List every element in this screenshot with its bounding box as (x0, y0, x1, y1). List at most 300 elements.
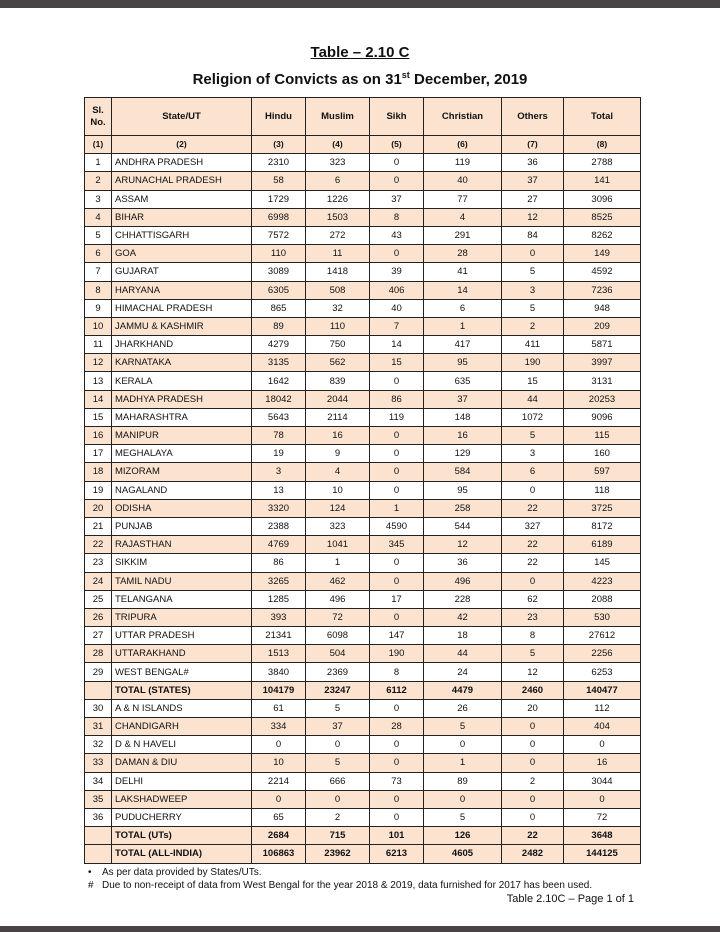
value-cell: 40 (424, 172, 502, 190)
value-cell: 43 (370, 226, 424, 244)
value-cell: 0 (306, 790, 370, 808)
value-cell: 3320 (252, 499, 306, 517)
table-title: Table – 2.10 C (310, 44, 410, 61)
value-cell: 3131 (564, 372, 641, 390)
sl-no-cell: 28 (85, 645, 112, 663)
value-cell: 5 (424, 718, 502, 736)
value-cell: 110 (252, 245, 306, 263)
total-value: 715 (306, 827, 370, 845)
value-cell: 5 (502, 645, 564, 663)
state-name-cell: SIKKIM (112, 554, 252, 572)
value-cell: 32 (306, 299, 370, 317)
state-name-cell: MADHYA PRADESH (112, 390, 252, 408)
value-cell: 44 (502, 390, 564, 408)
sl-no-cell: 11 (85, 336, 112, 354)
value-cell: 41 (424, 263, 502, 281)
col-number: (6) (424, 136, 502, 154)
value-cell: 89 (424, 772, 502, 790)
table-row (85, 154, 641, 172)
value-cell: 8 (370, 208, 424, 226)
sl-no-cell: 22 (85, 536, 112, 554)
value-cell: 6253 (564, 663, 641, 681)
table-row (85, 463, 641, 481)
state-name-cell: MAHARASHTRA (112, 408, 252, 426)
value-cell: 334 (252, 718, 306, 736)
value-cell: 129 (424, 445, 502, 463)
sl-no-cell: 13 (85, 372, 112, 390)
state-name-cell: HIMACHAL PRADESH (112, 299, 252, 317)
value-cell: 508 (306, 281, 370, 299)
value-cell: 5 (502, 427, 564, 445)
value-cell: 406 (370, 281, 424, 299)
total-label: TOTAL (STATES) (112, 681, 252, 699)
table-row (85, 754, 641, 772)
table-row (85, 499, 641, 517)
table-row (85, 699, 641, 717)
state-name-cell: ASSAM (112, 190, 252, 208)
value-cell: 3265 (252, 572, 306, 590)
table-row (85, 481, 641, 499)
sl-no-cell: 17 (85, 445, 112, 463)
value-cell: 4 (424, 208, 502, 226)
state-name-cell: ANDHRA PRADESH (112, 154, 252, 172)
total-value: 4605 (424, 845, 502, 863)
total-value: 2460 (502, 681, 564, 699)
value-cell: 1513 (252, 645, 306, 663)
table-row (85, 718, 641, 736)
value-cell: 1 (424, 317, 502, 335)
value-cell: 118 (564, 481, 641, 499)
value-cell: 112 (564, 699, 641, 717)
value-cell: 72 (306, 608, 370, 626)
value-cell: 72 (564, 808, 641, 826)
value-cell: 16 (424, 427, 502, 445)
table-row (85, 190, 641, 208)
table-row (85, 663, 641, 681)
state-name-cell: D & N HAVELI (112, 736, 252, 754)
value-cell: 0 (370, 445, 424, 463)
value-cell: 2044 (306, 390, 370, 408)
value-cell: 865 (252, 299, 306, 317)
value-cell: 0 (370, 736, 424, 754)
value-cell: 0 (564, 736, 641, 754)
value-cell: 0 (370, 427, 424, 445)
value-cell: 20253 (564, 390, 641, 408)
total-value: 2482 (502, 845, 564, 863)
value-cell: 1285 (252, 590, 306, 608)
state-name-cell: GOA (112, 245, 252, 263)
value-cell: 6998 (252, 208, 306, 226)
value-cell: 21341 (252, 627, 306, 645)
value-cell: 8525 (564, 208, 641, 226)
value-cell: 0 (252, 790, 306, 808)
value-cell: 190 (370, 645, 424, 663)
value-cell: 28 (370, 718, 424, 736)
table-row (85, 281, 641, 299)
value-cell: 1503 (306, 208, 370, 226)
value-cell: 86 (252, 554, 306, 572)
value-cell: 0 (424, 790, 502, 808)
value-cell: 5 (306, 754, 370, 772)
value-cell: 462 (306, 572, 370, 590)
value-cell: 5643 (252, 408, 306, 426)
total-uts-row (85, 827, 641, 845)
sl-no-cell: 27 (85, 627, 112, 645)
value-cell: 0 (502, 808, 564, 826)
value-cell: 3 (252, 463, 306, 481)
value-cell: 3089 (252, 263, 306, 281)
value-cell: 2 (306, 808, 370, 826)
value-cell: 0 (370, 481, 424, 499)
state-name-cell: JAMMU & KASHMIR (112, 317, 252, 335)
sl-no-cell: 7 (85, 263, 112, 281)
state-name-cell: PUNJAB (112, 517, 252, 535)
table-row (85, 772, 641, 790)
value-cell: 16 (306, 427, 370, 445)
col-number: (4) (306, 136, 370, 154)
table-row (85, 263, 641, 281)
table-row (85, 572, 641, 590)
total-value: 23962 (306, 845, 370, 863)
value-cell: 2 (502, 317, 564, 335)
value-cell: 16 (564, 754, 641, 772)
value-cell: 11 (306, 245, 370, 263)
value-cell: 12 (424, 536, 502, 554)
value-cell: 3 (502, 281, 564, 299)
total-value: 4479 (424, 681, 502, 699)
value-cell: 0 (370, 790, 424, 808)
value-cell: 666 (306, 772, 370, 790)
value-cell: 0 (370, 245, 424, 263)
value-cell: 86 (370, 390, 424, 408)
sl-no-cell: 23 (85, 554, 112, 572)
value-cell: 9096 (564, 408, 641, 426)
table-row (85, 245, 641, 263)
value-cell: 84 (502, 226, 564, 244)
value-cell: 5 (424, 808, 502, 826)
value-cell: 5871 (564, 336, 641, 354)
table-row (85, 408, 641, 426)
value-cell: 95 (424, 481, 502, 499)
value-cell: 22 (502, 536, 564, 554)
state-name-cell: WEST BENGAL# (112, 663, 252, 681)
value-cell: 78 (252, 427, 306, 445)
value-cell: 18042 (252, 390, 306, 408)
state-name-cell: MANIPUR (112, 427, 252, 445)
value-cell: 9 (306, 445, 370, 463)
total-value: 6112 (370, 681, 424, 699)
value-cell: 2 (502, 772, 564, 790)
value-cell: 1041 (306, 536, 370, 554)
value-cell: 62 (502, 590, 564, 608)
value-cell: 22 (502, 499, 564, 517)
state-name-cell: KERALA (112, 372, 252, 390)
total-label: TOTAL (ALL-INDIA) (112, 845, 252, 863)
col-header-sl-no: Sl. No. (85, 98, 112, 136)
sl-no-cell: 9 (85, 299, 112, 317)
table-row (85, 172, 641, 190)
value-cell: 0 (424, 736, 502, 754)
value-cell: 8 (502, 627, 564, 645)
total-value: 23247 (306, 681, 370, 699)
value-cell: 0 (502, 754, 564, 772)
value-cell: 7572 (252, 226, 306, 244)
value-cell: 19 (252, 445, 306, 463)
value-cell: 0 (502, 736, 564, 754)
sl-no-cell: 21 (85, 517, 112, 535)
value-cell: 0 (370, 699, 424, 717)
table-row (85, 208, 641, 226)
footnote-mark: # (88, 880, 94, 891)
page-reference: Table 2.10C – Page 1 of 1 (506, 893, 634, 905)
total-value: 144125 (564, 845, 641, 863)
value-cell: 27612 (564, 627, 641, 645)
state-name-cell: A & N ISLANDS (112, 699, 252, 717)
value-cell: 160 (564, 445, 641, 463)
value-cell: 417 (424, 336, 502, 354)
value-cell: 77 (424, 190, 502, 208)
sl-no-cell: 19 (85, 481, 112, 499)
col-number: (7) (502, 136, 564, 154)
value-cell: 58 (252, 172, 306, 190)
total-value: 140477 (564, 681, 641, 699)
value-cell: 258 (424, 499, 502, 517)
sl-no-cell: 6 (85, 245, 112, 263)
value-cell: 3725 (564, 499, 641, 517)
value-cell: 115 (564, 427, 641, 445)
state-name-cell: UTTARAKHAND (112, 645, 252, 663)
value-cell: 404 (564, 718, 641, 736)
sl-no-cell: 34 (85, 772, 112, 790)
value-cell: 15 (502, 372, 564, 390)
header-row (85, 98, 641, 136)
value-cell: 14 (370, 336, 424, 354)
value-cell: 18 (424, 627, 502, 645)
value-cell: 119 (424, 154, 502, 172)
sl-no-cell: 33 (85, 754, 112, 772)
value-cell: 3044 (564, 772, 641, 790)
table-row (85, 317, 641, 335)
total-label: TOTAL (UTs) (112, 827, 252, 845)
value-cell: 36 (502, 154, 564, 172)
value-cell: 2310 (252, 154, 306, 172)
value-cell: 149 (564, 245, 641, 263)
table-subtitle (0, 70, 720, 88)
table-row (85, 590, 641, 608)
value-cell: 228 (424, 590, 502, 608)
column-number-row (85, 136, 641, 154)
value-cell: 147 (370, 627, 424, 645)
sl-no-cell: 16 (85, 427, 112, 445)
value-cell: 6098 (306, 627, 370, 645)
value-cell: 393 (252, 608, 306, 626)
sl-no-cell: 15 (85, 408, 112, 426)
value-cell: 13 (252, 481, 306, 499)
value-cell: 124 (306, 499, 370, 517)
total-value: 22 (502, 827, 564, 845)
state-name-cell: LAKSHADWEEP (112, 790, 252, 808)
value-cell: 61 (252, 699, 306, 717)
sl-no-cell: 18 (85, 463, 112, 481)
value-cell: 40 (370, 299, 424, 317)
value-cell: 6 (424, 299, 502, 317)
total-value: 126 (424, 827, 502, 845)
value-cell: 1 (370, 499, 424, 517)
value-cell: 291 (424, 226, 502, 244)
value-cell: 42 (424, 608, 502, 626)
state-name-cell: DAMAN & DIU (112, 754, 252, 772)
value-cell: 7236 (564, 281, 641, 299)
sl-no-cell: 8 (85, 281, 112, 299)
sl-no-cell: 12 (85, 354, 112, 372)
value-cell: 562 (306, 354, 370, 372)
value-cell: 323 (306, 154, 370, 172)
value-cell: 504 (306, 645, 370, 663)
col-header-sikh: Sikh (370, 98, 424, 136)
table-row (85, 390, 641, 408)
value-cell: 141 (564, 172, 641, 190)
value-cell: 17 (370, 590, 424, 608)
sl-no-cell: 20 (85, 499, 112, 517)
state-name-cell: MEGHALAYA (112, 445, 252, 463)
value-cell: 1226 (306, 190, 370, 208)
state-name-cell: MIZORAM (112, 463, 252, 481)
col-header-state-ut: State/UT (112, 98, 252, 136)
value-cell: 327 (502, 517, 564, 535)
state-name-cell: TELANGANA (112, 590, 252, 608)
value-cell: 530 (564, 608, 641, 626)
value-cell: 89 (252, 317, 306, 335)
col-header-hindu: Hindu (252, 98, 306, 136)
value-cell: 544 (424, 517, 502, 535)
state-name-cell: NAGALAND (112, 481, 252, 499)
value-cell: 8 (370, 663, 424, 681)
footnotes (88, 866, 592, 892)
total-blank-cell (85, 827, 112, 845)
value-cell: 0 (370, 608, 424, 626)
top-band (0, 0, 720, 8)
col-number: (3) (252, 136, 306, 154)
value-cell: 148 (424, 408, 502, 426)
value-cell: 1 (306, 554, 370, 572)
value-cell: 597 (564, 463, 641, 481)
value-cell: 36 (424, 554, 502, 572)
table-row (85, 336, 641, 354)
state-name-cell: HARYANA (112, 281, 252, 299)
total-value: 106863 (252, 845, 306, 863)
table-row (85, 299, 641, 317)
value-cell: 145 (564, 554, 641, 572)
footnote-text: Due to non-receipt of data from West Bengal for the year 2018 & 2019, data furnished for 2017 has been used. (102, 880, 593, 891)
value-cell: 750 (306, 336, 370, 354)
table-row (85, 790, 641, 808)
value-cell: 6189 (564, 536, 641, 554)
value-cell: 209 (564, 317, 641, 335)
value-cell: 3135 (252, 354, 306, 372)
table-row (85, 536, 641, 554)
total-all-india-row (85, 845, 641, 863)
value-cell: 190 (502, 354, 564, 372)
value-cell: 37 (370, 190, 424, 208)
value-cell: 1729 (252, 190, 306, 208)
state-name-cell: JHARKHAND (112, 336, 252, 354)
table-row (85, 354, 641, 372)
value-cell: 0 (370, 172, 424, 190)
value-cell: 3096 (564, 190, 641, 208)
subtitle-pre: Religion of Convicts as on 31 (192, 71, 402, 88)
value-cell: 10 (252, 754, 306, 772)
value-cell: 15 (370, 354, 424, 372)
state-name-cell: GUJARAT (112, 263, 252, 281)
value-cell: 1072 (502, 408, 564, 426)
total-blank-cell (85, 681, 112, 699)
total-value: 6213 (370, 845, 424, 863)
value-cell: 0 (564, 790, 641, 808)
footnote-text: As per data provided by States/UTs. (102, 867, 262, 878)
value-cell: 5 (502, 299, 564, 317)
convicts-table (84, 97, 641, 864)
value-cell: 8172 (564, 517, 641, 535)
value-cell: 4590 (370, 517, 424, 535)
value-cell: 2388 (252, 517, 306, 535)
table-row (85, 226, 641, 244)
state-name-cell: BIHAR (112, 208, 252, 226)
sl-no-cell: 1 (85, 154, 112, 172)
value-cell: 0 (370, 572, 424, 590)
value-cell: 28 (424, 245, 502, 263)
value-cell: 0 (370, 808, 424, 826)
value-cell: 37 (502, 172, 564, 190)
value-cell: 2114 (306, 408, 370, 426)
value-cell: 0 (370, 754, 424, 772)
state-name-cell: DELHI (112, 772, 252, 790)
value-cell: 0 (306, 736, 370, 754)
value-cell: 0 (502, 718, 564, 736)
bottom-band (0, 926, 720, 932)
value-cell: 3 (502, 445, 564, 463)
sl-no-cell: 2 (85, 172, 112, 190)
sl-no-cell: 35 (85, 790, 112, 808)
sl-no-cell: 32 (85, 736, 112, 754)
value-cell: 110 (306, 317, 370, 335)
value-cell: 0 (370, 372, 424, 390)
table-body (85, 98, 641, 864)
value-cell: 0 (502, 481, 564, 499)
sl-no-cell: 26 (85, 608, 112, 626)
value-cell: 23 (502, 608, 564, 626)
sl-no-cell: 10 (85, 317, 112, 335)
value-cell: 37 (306, 718, 370, 736)
footnote (88, 879, 592, 892)
table-row (85, 554, 641, 572)
col-number: (5) (370, 136, 424, 154)
total-value: 2684 (252, 827, 306, 845)
value-cell: 6305 (252, 281, 306, 299)
total-blank-cell (85, 845, 112, 863)
table-row (85, 627, 641, 645)
table-row (85, 445, 641, 463)
value-cell: 2214 (252, 772, 306, 790)
value-cell: 2788 (564, 154, 641, 172)
value-cell: 65 (252, 808, 306, 826)
value-cell: 584 (424, 463, 502, 481)
value-cell: 345 (370, 536, 424, 554)
value-cell: 1 (424, 754, 502, 772)
table-row (85, 517, 641, 535)
table-row (85, 736, 641, 754)
value-cell: 22 (502, 554, 564, 572)
value-cell: 839 (306, 372, 370, 390)
